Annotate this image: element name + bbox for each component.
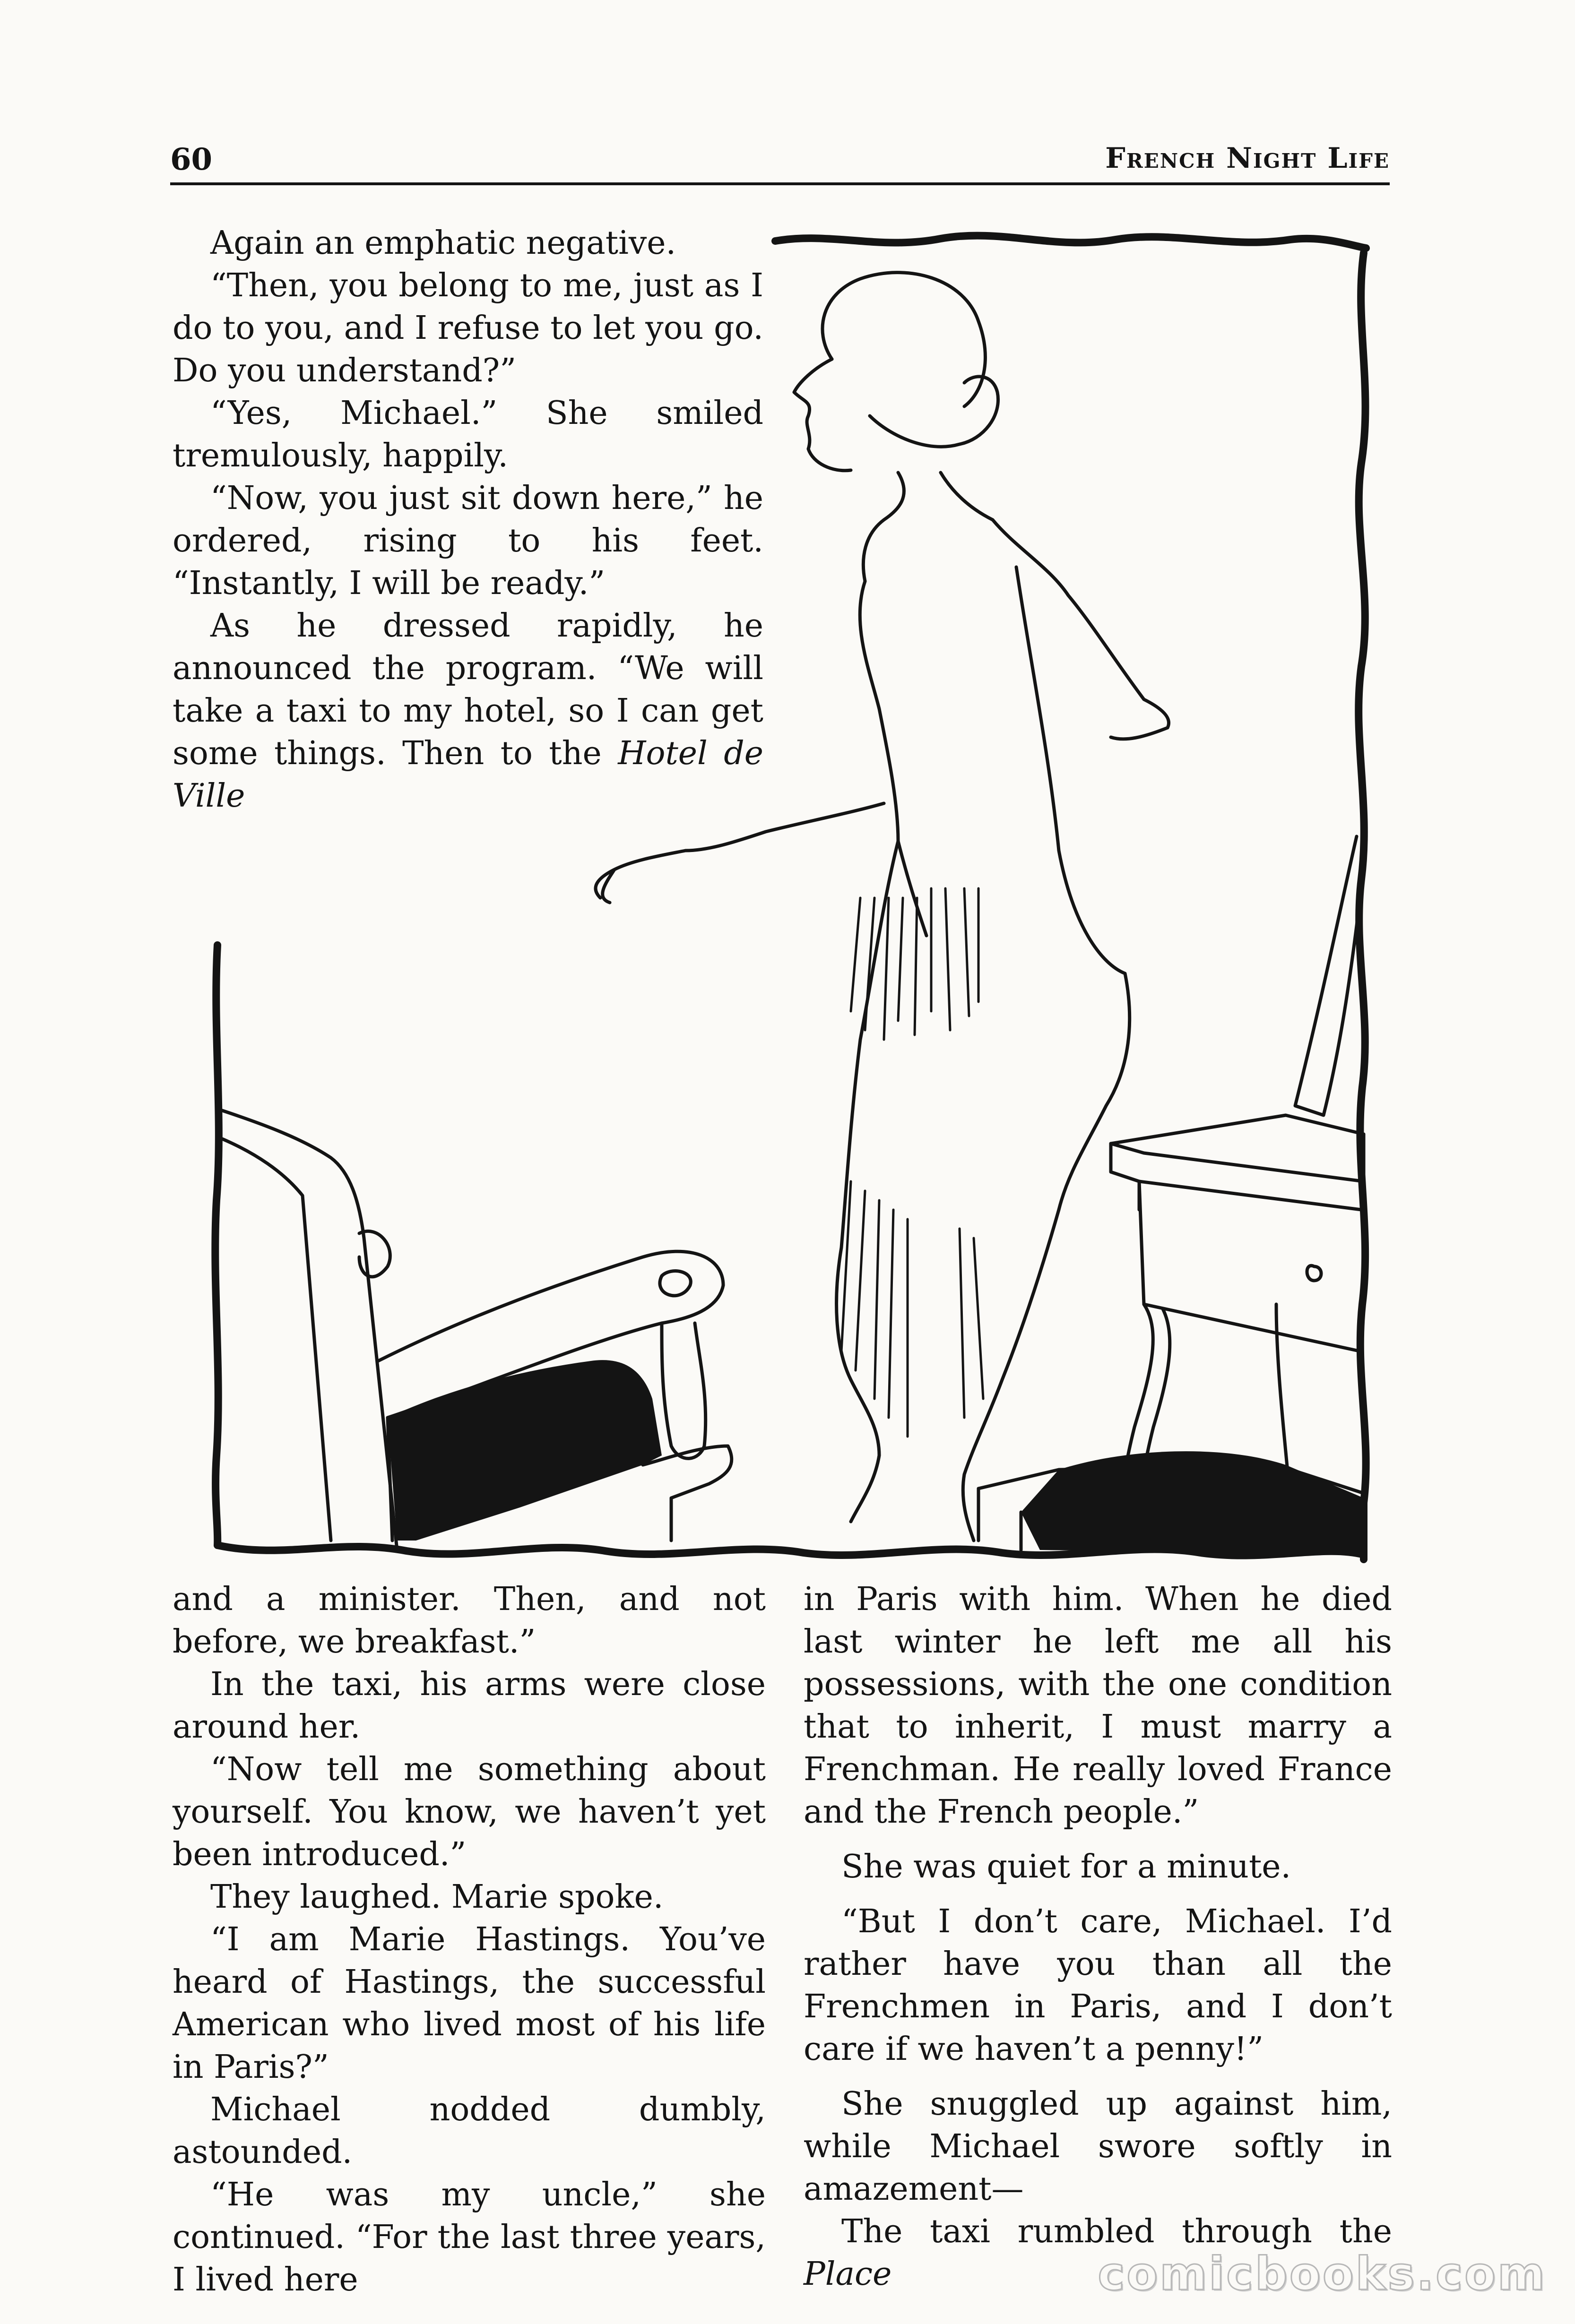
paragraph-text: The taxi rumbled through the: [841, 2213, 1392, 2250]
frame-right-border: [1359, 253, 1366, 1559]
armchair-icon: [222, 1110, 732, 1550]
header-rule: [170, 182, 1390, 185]
watermark: comicbooks.com: [1098, 2247, 1547, 2300]
frame-bottom-border: [217, 1545, 1364, 1556]
paragraph: and a minister. Then, and not before, we breakfast.”: [173, 1581, 766, 1661]
paragraph: Again an emphatic negative.: [210, 224, 676, 262]
frame-left-border: [215, 945, 219, 1545]
text-column-right: [804, 1578, 1392, 2296]
page-number: 60: [170, 142, 213, 177]
emphasis-hotel-de-ville: Hotel de Ville: [173, 735, 763, 815]
paragraph: “He was my uncle,” she continued. “For the last three years, I lived here: [173, 2176, 766, 2298]
armchair-seat: [388, 1360, 662, 1541]
paragraph: Michael nodded dumbly, astounded.: [173, 2091, 766, 2171]
paragraph: She snuggled up against him, while Michael swore softly in amazement—: [804, 2085, 1392, 2208]
stool-icon: [978, 1465, 1364, 1550]
paragraph: “Now tell me something about yourself. You know, we haven’t yet been introduced.”: [173, 1751, 766, 1873]
paragraph-text: As he dressed rapidly, he announced the program. “We will take a taxi to my hotel, so I can get some things. Then to the: [173, 607, 763, 772]
dressing-table-icon: [1111, 836, 1364, 1512]
paragraph: In the taxi, his arms were close around her.: [173, 1666, 766, 1746]
stool-cushion: [1021, 1451, 1364, 1555]
text-column-left: [173, 1578, 766, 2301]
paragraph: They laughed. Marie spoke.: [210, 1878, 664, 1916]
text-column-top: [173, 222, 763, 818]
emphasis-place: Place: [804, 2255, 892, 2293]
fringe: [841, 888, 983, 1437]
paragraph: “Yes, Michael.” She smiled tremulously, happily.: [173, 395, 763, 474]
paragraph: “Now, you just sit down here,” he ordered, rising to his feet. “Instantly, I will be ready.”: [173, 480, 763, 602]
paragraph: She was quiet for a minute.: [841, 1848, 1291, 1885]
frame-top-border: [775, 236, 1366, 248]
paragraph: “Then, you belong to me, just as I do to you, and I refuse to let you go. Do you understand?”: [173, 267, 763, 389]
paragraph: “I am Marie Hastings. You’ve heard of Hastings, the successful American who lived most of his life in Paris?”: [173, 1921, 766, 2086]
paragraph: “But I don’t care, Michael. I’d rather have you than all the Frenchmen in Paris, and I don’t care if we haven’t a penny!”: [804, 1903, 1392, 2068]
paragraph: [173, 605, 763, 818]
running-head: French Night Life: [1105, 142, 1390, 175]
paragraph: in Paris with him. When he died last winter he left me all his possessions, with the one condition that to inherit, I must marry a Frenchman. He really loved France and the French people.”: [804, 1581, 1392, 1831]
